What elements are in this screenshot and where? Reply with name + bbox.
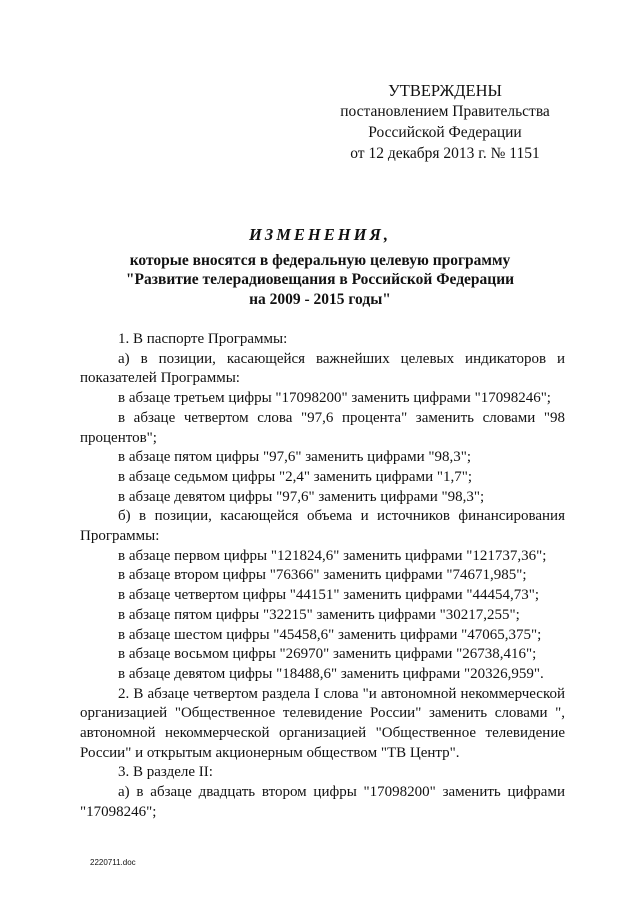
approved-line-2: Российской Федерации (368, 124, 522, 141)
paragraph: в абзаце пятом цифры "32215" заменить цифрами "30217,255"; (118, 606, 520, 623)
paragraph: в абзаце третьем цифры "17098200" заменить цифрами "17098246"; (118, 390, 551, 407)
title-line-1: которые вносятся в федеральную целевую программу (129, 251, 511, 269)
paragraph: в абзаце девятом цифры "97,6" заменить цифрами "98,3"; (118, 488, 485, 505)
paragraph: в абзаце втором цифры "76366" заменить цифрами "74671,985"; (118, 567, 527, 584)
approval-stamp (340, 80, 550, 164)
paragraph: в абзаце девятом цифры "18488,6" заменить цифрами "20326,959". (118, 665, 544, 682)
approved-line-1: постановлением Правительства (340, 103, 550, 120)
approved-heading: УТВЕРЖДЕНЫ (388, 81, 502, 100)
title-line-2: "Развитие телерадиовещания в Российской Федерации (125, 271, 515, 288)
paragraph: 3. В разделе II: (118, 764, 213, 781)
paragraph: в абзаце первом цифры "121824,6" заменить цифрами "121737,36"; (118, 547, 547, 564)
paragraph: б) в позиции, касающейся объема и источников финансирования Программы: (80, 508, 565, 545)
paragraph: а) в позиции, касающейся важнейших целевых индикаторов и показателей Программы: (80, 350, 565, 387)
paragraph: 2. В абзаце четвертом раздела I слова "и автономной некоммерческой организацией "Общественное телевидение России" заменить словами ", автономной некоммерческой организацией "Общественное телевидение России" и открытым акционерным обществом "ТВ Центр". (80, 685, 565, 761)
paragraph: в абзаце восьмом цифры "26970" заменить цифрами "26738,416"; (118, 646, 537, 663)
file-name-footer: 2220711.doc (90, 858, 136, 867)
document-body (80, 330, 565, 823)
paragraph: в абзаце пятом цифры "97,6" заменить цифрами "98,3"; (118, 449, 472, 466)
paragraph: в абзаце четвертом слова "97,6 процента" заменить словами "98 процентов"; (80, 409, 565, 446)
paragraph: 1. В паспорте Программы: (118, 331, 288, 347)
document-title (90, 225, 550, 309)
approved-line-3: от 12 декабря 2013 г. № 1151 (350, 145, 540, 162)
title-line-3: на 2009 - 2015 годы" (249, 290, 391, 308)
paragraph: в абзаце седьмом цифры "2,4" заменить цифрами "1,7"; (118, 468, 473, 485)
paragraph: в абзаце шестом цифры "45458,6" заменить цифрами "47065,375"; (118, 626, 542, 643)
title-main: ИЗМЕНЕНИЯ, (249, 225, 391, 244)
paragraph: а) в абзаце двадцать втором цифры "17098200" заменить цифрами "17098246"; (80, 784, 565, 820)
paragraph: в абзаце четвертом цифры "44151" заменить цифрами "44454,73"; (118, 587, 540, 604)
